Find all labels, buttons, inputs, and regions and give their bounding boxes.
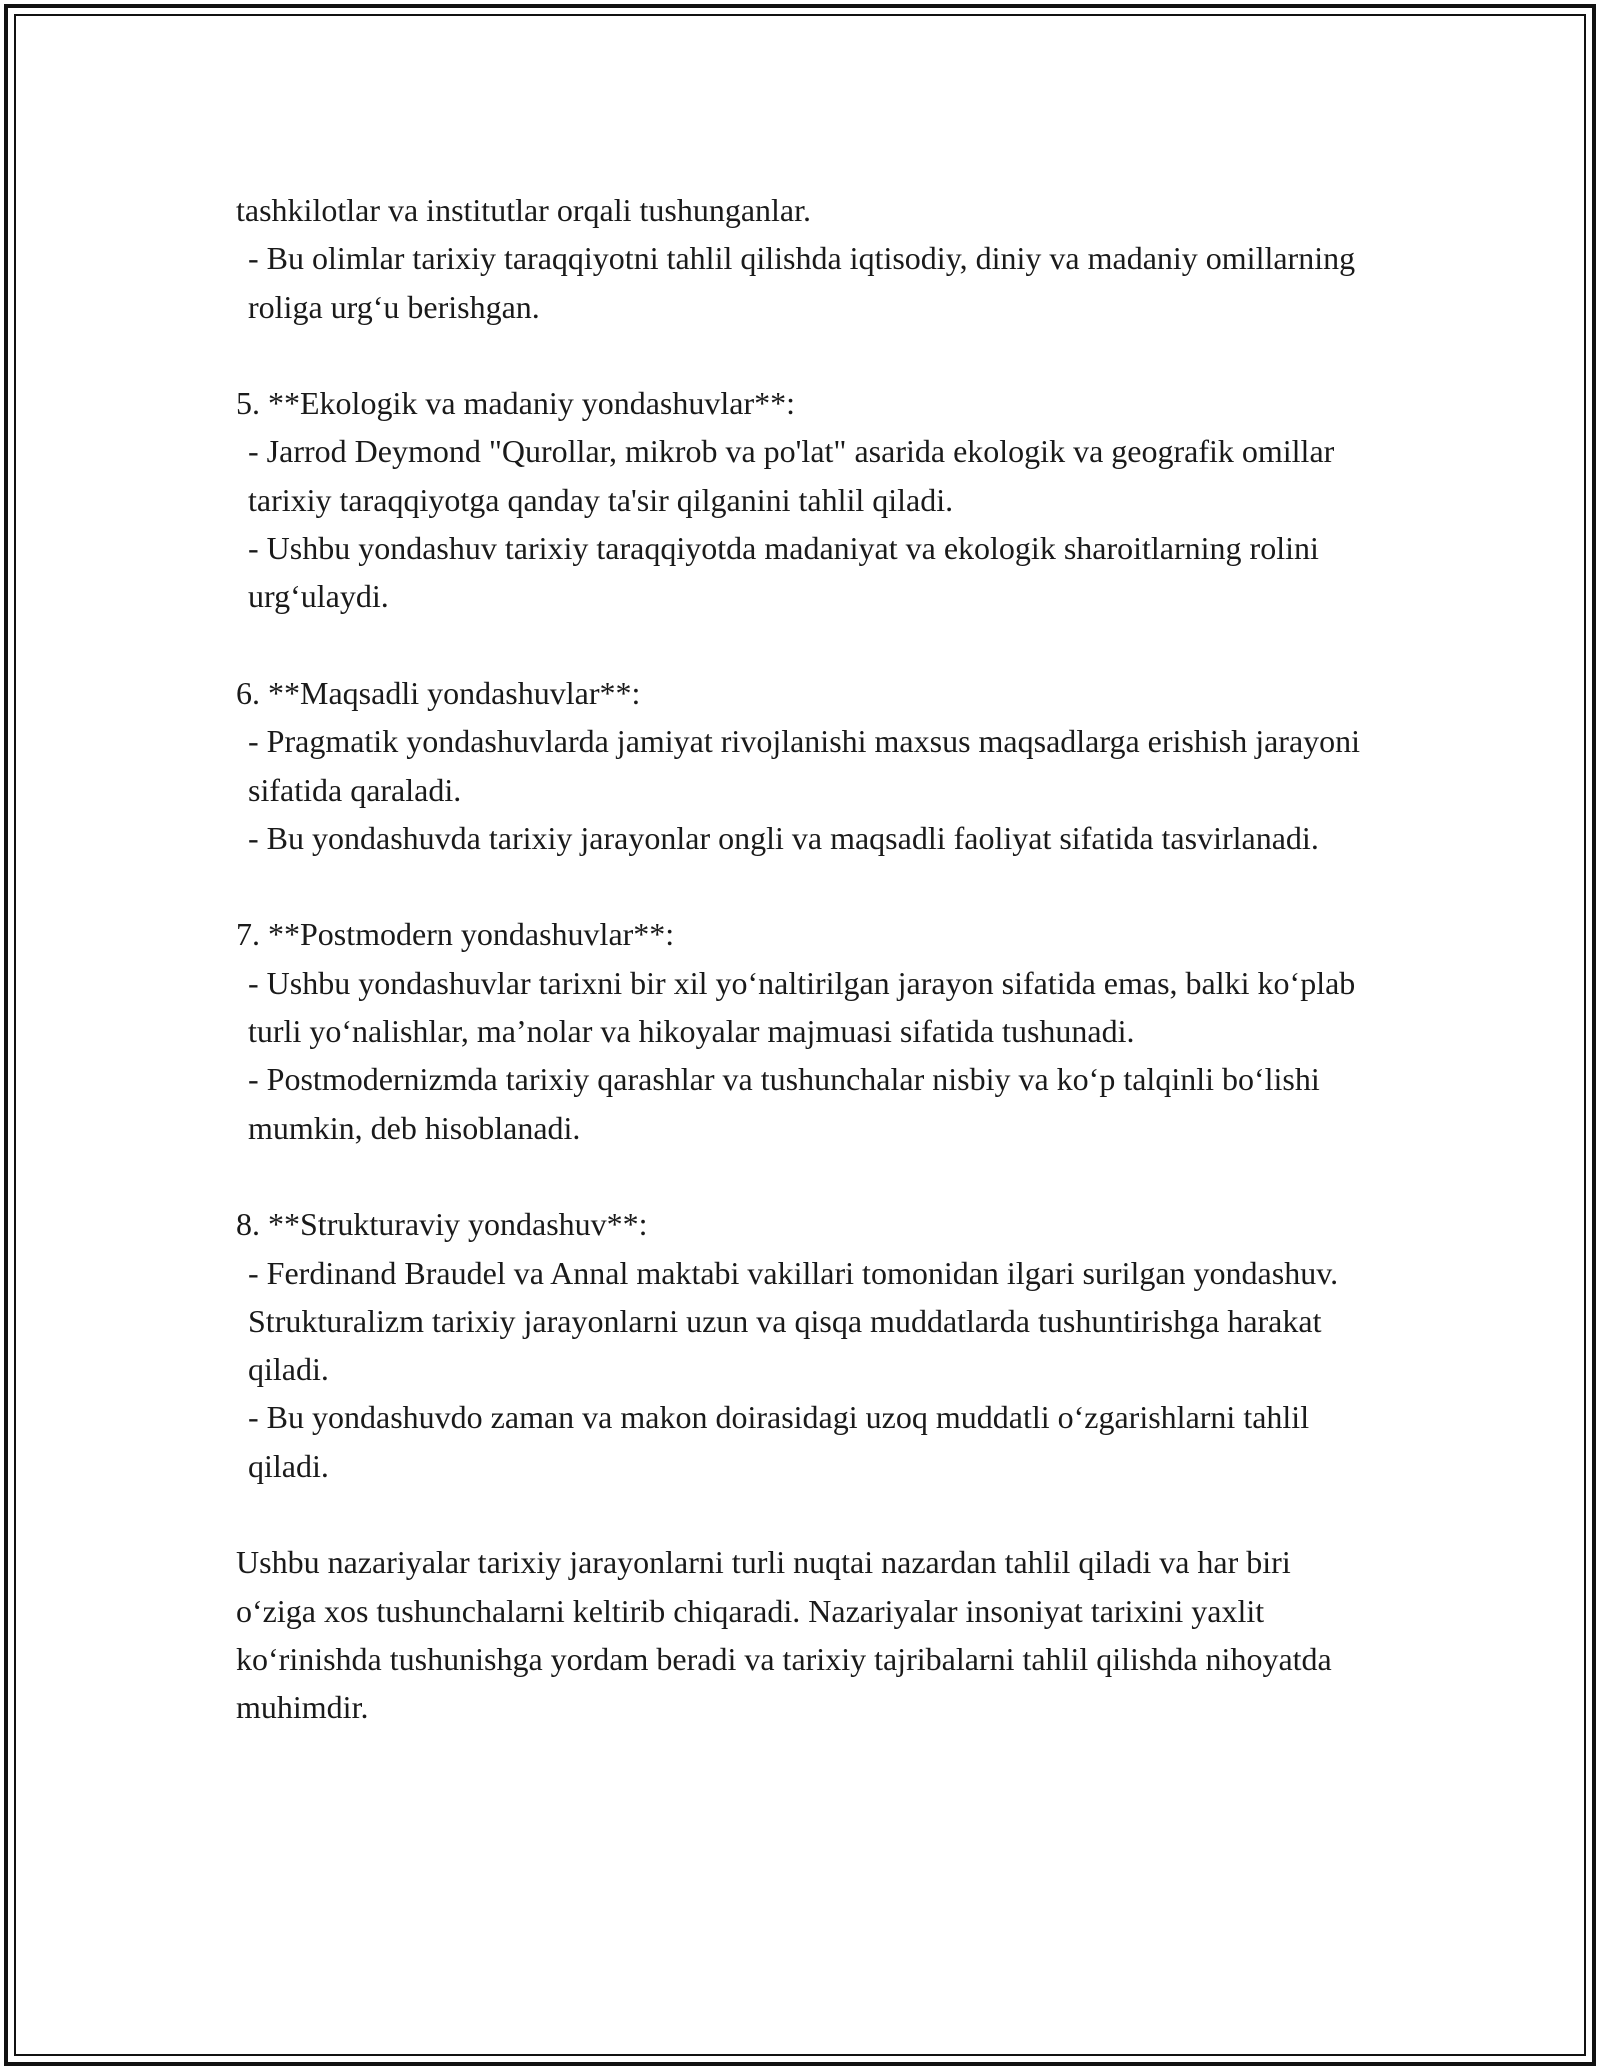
paragraph-gap xyxy=(236,1490,1376,1538)
section-bullet: - Jarrod Deymond "Qurollar, mikrob va po'lat" asarida ekologik va geografik omillar tarixiy taraqqiyotga qanday ta'sir qilganini tahlil qiladi. xyxy=(248,433,1343,518)
section-ecological xyxy=(236,379,1376,620)
paragraph-gap xyxy=(236,862,1376,910)
section-bullet: - Ushbu yondashuvlar tarixni bir xil yo‘naltirilgan jarayon sifatida emas, balki ko‘plab turli yo‘nalishlar, ma’nolar va hikoyalar majmuasi sifatida tushunadi. xyxy=(248,964,1364,1050)
paragraph-gap xyxy=(236,331,1376,379)
section-structural xyxy=(236,1200,1376,1490)
paragraph-gap xyxy=(236,621,1376,669)
section-purposeful xyxy=(236,669,1376,862)
section-bullet: - Postmodernizmda tarixiy qarashlar va tushunchalar nisbiy va ko‘p talqinli bo‘lishi mumkin, deb hisoblanadi. xyxy=(248,1061,1328,1146)
section-bullet: - Ushbu yondashuv tarixiy taraqqiyotda madaniyat va ekologik sharoitlarning rolini urg‘ulaydi. xyxy=(248,530,1327,615)
section-bullet: - Bu yondashuvda tarixiy jarayonlar ongli va maqsadli faoliyat sifatida tasvirlanadi. xyxy=(248,819,1319,856)
section-bullet: - Ferdinand Braudel va Annal maktabi vakillari tomonidan ilgari surilgan yondashuv. Strukturalizm tarixiy jarayonlarni uzun va qisqa muddatlarda tushuntirishga harakat qiladi. xyxy=(248,1254,1347,1388)
section-heading: 8. **Strukturaviy yondashuv**: xyxy=(236,1206,648,1243)
section-postmodern xyxy=(236,910,1376,1151)
section-heading: 6. **Maqsadli yondashuvlar**: xyxy=(236,674,641,711)
section-heading: 5. **Ekologik va madaniy yondashuvlar**: xyxy=(236,385,796,422)
intro-line: tashkilotlar va institutlar orqali tushunganlar. xyxy=(236,192,811,228)
conclusion-paragraph: Ushbu nazariyalar tarixiy jarayonlarni turli nuqtai nazardan tahlil qiladi va har biri o‘ziga xos tushunchalarni keltirib chiqaradi. Nazariyalar insoniyat tarixini yaxlit ko‘rinishda tushunishga yordam beradi va tarixiy tajribalarni tahlil qilishda nihoyatda muhimdir. xyxy=(236,1544,1332,1726)
paragraph-gap xyxy=(236,1152,1376,1200)
section-bullet: - Bu yondashuvdo zaman va makon doirasidagi uzoq muddatli o‘zgarishlarni tahlil qiladi. xyxy=(248,1399,1318,1484)
section-heading: 7. **Postmodern yondashuvlar**: xyxy=(236,916,675,953)
section-bullet: - Pragmatik yondashuvlarda jamiyat rivojlanishi maxsus maqsadlarga erishish jarayoni sifatida qaraladi. xyxy=(248,723,1369,808)
intro-bullet: - Bu olimlar tarixiy taraqqiyotni tahlil qilishda iqtisodiy, diniy va madaniy omillarning roliga urg‘u berishgan. xyxy=(248,240,1364,325)
document-body xyxy=(236,186,1376,1732)
